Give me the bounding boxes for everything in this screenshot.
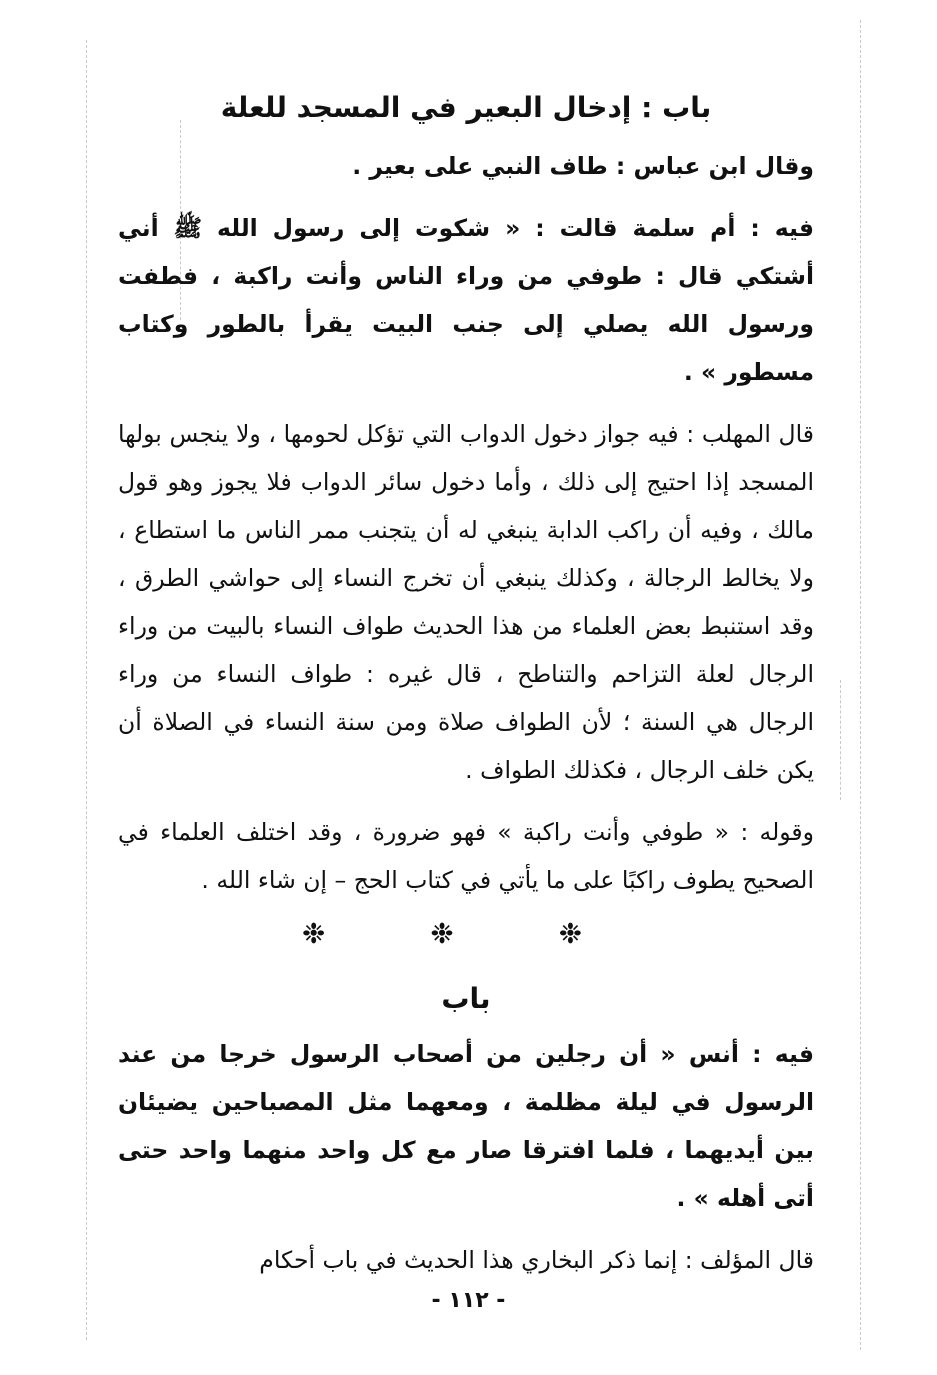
commentary-paragraph-2: وقوله : « طوفي وأنت راكبة » فهو ضرورة ، وقد اختلف العلماء في الصحيح يطوف راكبًا على ما يأتي في كتاب الحج – إن شاء الله . <box>118 818 814 894</box>
commentary-paragraph-1: قال المهلب : فيه جواز دخول الدواب التي تؤكل لحومها ، ولا ينجس بولها المسجد إذا احتيج إلى ذلك ، وأما دخول سائر الدواب فلا يجوز وهو قول مالك ، وفيه أن راكب الدابة ينبغي له أن يتجنب ممر الناس ما استطاع ، ولا يخالط الرجالة ، وكذلك ينبغي أن تخرج النساء إلى حواشي الطرق ، وقد استنبط بعض العلماء من هذا الحديث طواف النساء بالبيت من وراء الرجال لعلة التزاحم والتناطح ، قال غيره : طواف النساء من وراء الرجال هي السنة ؛ لأن الطواف صلاة ومن سنة النساء في الصلاة أن يكن خلف الرجال ، فكذلك الطواف . <box>118 420 814 784</box>
page-content <box>118 82 814 1284</box>
hadith-paragraph-2: فيه : أنس « أن رجلين من أصحاب الرسول خرجا من عند الرسول في ليلة مظلمة ، ومعهما مثل المصباحين يضيئان بين أيديهما ، فلما افترقا صار مع كل واحد منهما واحد حتى أتى أهله » . <box>118 1040 814 1212</box>
hadith-paragraph-1: فيه : أم سلمة قالت : « شكوت إلى رسول الله ﷺ أني أشتكي قال : طوفي من وراء الناس وأنت راكبة ، فطفت ورسول الله يصلي إلى جنب البيت يقرأ بالطور وكتاب مسطور » . <box>118 214 814 386</box>
commentary-paragraph-3: قال المؤلف : إنما ذكر البخاري هذا الحديث في باب أحكام <box>259 1246 814 1274</box>
section-title: باب <box>441 982 491 1015</box>
section-separator-stars: ❉ ❉ ❉ <box>301 917 631 950</box>
spacer <box>118 794 814 808</box>
page-number: - ١١٢ - <box>431 1288 506 1313</box>
scan-artifact-line <box>86 40 87 1340</box>
spacer <box>118 1222 814 1236</box>
spacer <box>118 190 814 204</box>
chapter-title: باب : إدخال البعير في المسجد للعلة <box>220 91 712 124</box>
spacer <box>118 396 814 410</box>
scan-artifact-line <box>860 20 861 1350</box>
intro-line: وقال ابن عباس : طاف النبي على بعير . <box>352 152 814 180</box>
scan-artifact-line <box>840 680 841 800</box>
